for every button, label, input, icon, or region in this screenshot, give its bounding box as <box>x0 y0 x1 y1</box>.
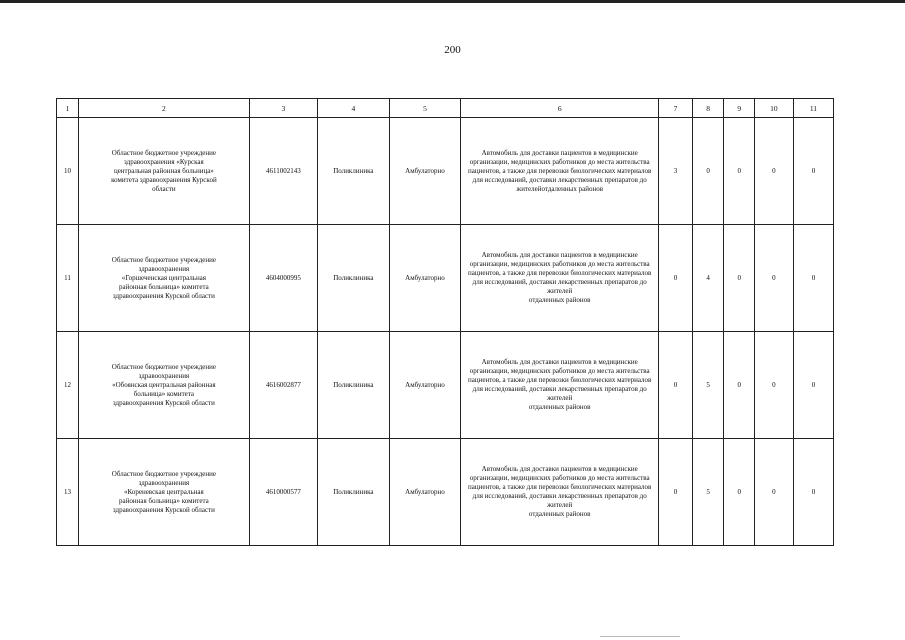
inn-code: 4616002877 <box>249 332 317 439</box>
unit-type: Поликлиника <box>318 332 390 439</box>
top-border-line <box>0 0 905 3</box>
table-row <box>57 225 834 332</box>
inn-code: 4610000577 <box>249 439 317 546</box>
vehicle-description: Автомобиль для доставки пациентов в медицинские организации, медицинских работников до места жительства пациентов, а также для перевозки биологических материалов для исследований, доставки лекарственных препаратов до жителей отдаленных районов <box>461 225 659 332</box>
count-cell: 0 <box>793 118 833 225</box>
count-cell: 0 <box>659 332 693 439</box>
row-number: 12 <box>57 332 79 439</box>
vehicle-description: Автомобиль для доставки пациентов в медицинские организации, медицинских работников до места жительства пациентов, а также для перевозки биологических материалов для исследований, доставки лекарственных препаратов до жителейотдаленных районов <box>461 118 659 225</box>
care-type: Амбулаторно <box>389 332 461 439</box>
row-number: 11 <box>57 225 79 332</box>
column-header: 8 <box>692 99 724 118</box>
vehicle-description: Автомобиль для доставки пациентов в медицинские организации, медицинских работников до места жительства пациентов, а также для перевозки биологических материалов для исследований, доставки лекарственных препаратов до жителей отдаленных районов <box>461 332 659 439</box>
column-header: 3 <box>249 99 317 118</box>
organization-name: Областное бюджетное учреждение здравоохранения «Курская центральная районная больница» комитета здравоохранения Курской области <box>79 118 250 225</box>
organization-name: Областное бюджетное учреждение здравоохранения «Обоянская центральная районная больница» комитета здравоохранения Курской области <box>79 332 250 439</box>
care-type: Амбулаторно <box>389 118 461 225</box>
row-number: 10 <box>57 118 79 225</box>
count-cell: 4 <box>692 225 724 332</box>
column-header: 2 <box>79 99 250 118</box>
count-cell: 0 <box>724 332 755 439</box>
count-cell: 0 <box>793 332 833 439</box>
column-header: 6 <box>461 99 659 118</box>
table-row <box>57 332 834 439</box>
count-cell: 5 <box>692 439 724 546</box>
row-number: 13 <box>57 439 79 546</box>
organization-name: Областное бюджетное учреждение здравоохранения «Кореневская центральная районная больница» комитета здравоохранения Курской области <box>79 439 250 546</box>
table-row <box>57 118 834 225</box>
count-cell: 0 <box>754 439 793 546</box>
column-header: 5 <box>389 99 461 118</box>
care-type: Амбулаторно <box>389 439 461 546</box>
bottom-scan-line <box>600 636 680 637</box>
unit-type: Поликлиника <box>318 118 390 225</box>
unit-type: Поликлиника <box>318 225 390 332</box>
count-cell: 0 <box>724 439 755 546</box>
count-cell: 0 <box>793 225 833 332</box>
inn-code: 4604000995 <box>249 225 317 332</box>
organization-name: Областное бюджетное учреждение здравоохранения «Горшеченская центральная районная больница» комитета здравоохранения Курской области <box>79 225 250 332</box>
count-cell: 0 <box>754 332 793 439</box>
column-header: 11 <box>793 99 833 118</box>
table-row <box>57 439 834 546</box>
count-cell: 5 <box>692 332 724 439</box>
vehicle-description: Автомобиль для доставки пациентов в медицинские организации, медицинских работников до места жительства пациентов, а также для перевозки биологических материалов для исследований, доставки лекарственных препаратов до жителей отдаленных районов <box>461 439 659 546</box>
count-cell: 0 <box>724 118 755 225</box>
column-header: 4 <box>318 99 390 118</box>
count-cell: 0 <box>754 225 793 332</box>
column-header: 1 <box>57 99 79 118</box>
inn-code: 4611002143 <box>249 118 317 225</box>
column-header: 10 <box>754 99 793 118</box>
page-number: 200 <box>444 44 461 56</box>
count-cell: 0 <box>659 225 693 332</box>
count-cell: 0 <box>659 439 693 546</box>
count-cell: 0 <box>754 118 793 225</box>
count-cell: 0 <box>692 118 724 225</box>
count-cell: 3 <box>659 118 693 225</box>
count-cell: 0 <box>724 225 755 332</box>
register-table <box>56 98 834 546</box>
column-header: 7 <box>659 99 693 118</box>
unit-type: Поликлиника <box>318 439 390 546</box>
count-cell: 0 <box>793 439 833 546</box>
column-header: 9 <box>724 99 755 118</box>
table-header-row <box>57 99 834 118</box>
care-type: Амбулаторно <box>389 225 461 332</box>
